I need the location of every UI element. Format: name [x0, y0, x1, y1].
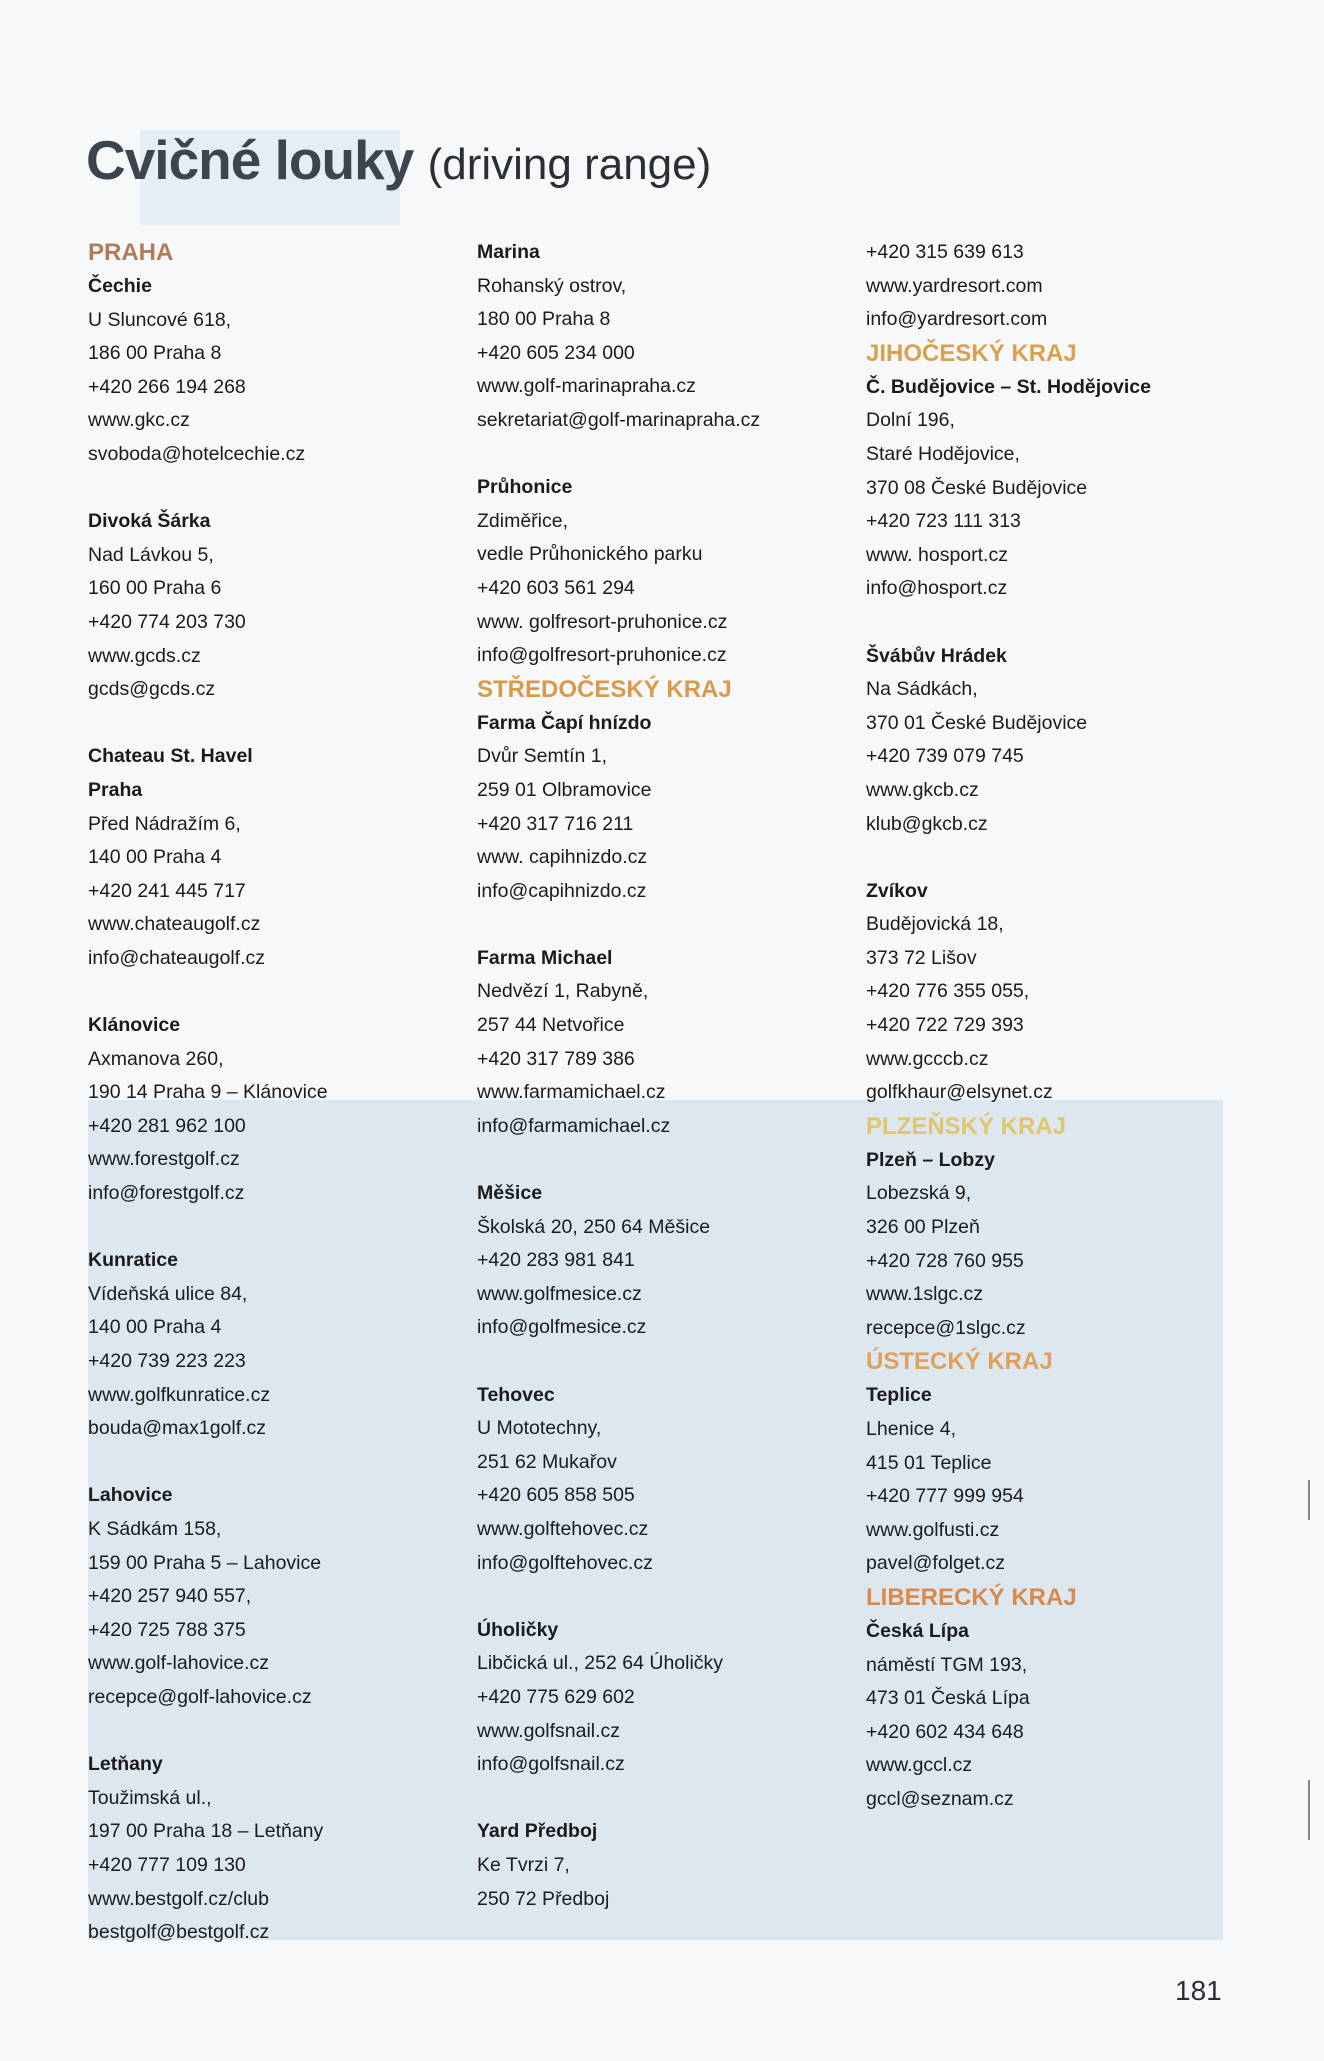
entry-name: Měšice — [477, 1182, 543, 1205]
entry-detail: Dolní 196, — [866, 409, 955, 432]
page-title — [86, 128, 711, 192]
entry-name: Zvíkov — [866, 879, 928, 902]
entry-detail: +420 605 234 000 — [477, 341, 635, 364]
column-2 — [477, 236, 847, 1950]
entry-email[interactable]: info@golftehovec.cz — [477, 1551, 653, 1574]
entry-detail: 370 01 České Budějovice — [866, 711, 1088, 734]
entry-detail: +420 317 716 211 — [477, 812, 634, 835]
region-heading: STŘEDOČESKÝ KRAJ — [477, 675, 732, 703]
page-number: 181 — [1175, 1975, 1222, 2006]
entry-email[interactable]: golfkhaur@elsynet.cz — [866, 1081, 1053, 1104]
entry-detail: +420 739 079 745 — [866, 745, 1024, 768]
entry-detail: Nad Lávkou 5, — [88, 543, 214, 566]
directory-entry — [88, 1748, 448, 1950]
entry-detail: Staré Hodějovice, — [866, 442, 1020, 465]
entry-detail: Ke Tvrzi 7, — [477, 1853, 570, 1876]
entry-detail: Vídeňská ulice 84, — [88, 1282, 248, 1305]
entry-detail: Nedvězí 1, Rabyně, — [477, 980, 649, 1003]
entry-detail: 160 00 Praha 6 — [88, 577, 222, 600]
entry-detail: 180 00 Praha 8 — [477, 308, 611, 331]
entry-detail: +420 774 203 730 — [88, 610, 246, 633]
entry-detail: 373 72 Lišov — [866, 946, 977, 969]
entry-email[interactable]: recepce@golf-lahovice.cz — [88, 1685, 312, 1708]
entry-detail: 251 62 Mukařov — [477, 1450, 617, 1473]
entry-website[interactable]: www.gkcb.cz — [866, 778, 979, 801]
entry-detail: Rohanský ostrov, — [477, 274, 627, 297]
entry-detail: Před Nádražím 6, — [88, 812, 241, 835]
entry-website[interactable]: www.bestgolf.cz/club — [88, 1887, 269, 1910]
entry-detail: K Sádkám 158, — [88, 1517, 222, 1540]
entry-website[interactable]: www.golfusti.cz — [866, 1518, 1000, 1541]
entry-detail: +420 723 111 313 — [866, 510, 1021, 533]
entry-detail: +420 281 962 100 — [88, 1114, 246, 1137]
entry-detail: +420 725 788 375 — [88, 1618, 246, 1641]
directory-entry — [88, 505, 448, 707]
entry-detail: 140 00 Praha 4 — [88, 1316, 222, 1339]
entry-detail: 190 14 Praha 9 – Klánovice — [88, 1081, 328, 1104]
region-heading: LIBERECKÝ KRAJ — [866, 1583, 1077, 1611]
entry-name: Yard Předboj — [477, 1820, 598, 1843]
entry-website[interactable]: www.farmamichael.cz — [477, 1081, 666, 1104]
region-heading: PLZEŇSKÝ KRAJ — [866, 1112, 1067, 1140]
directory-entry — [88, 1244, 448, 1446]
entry-name: Lahovice — [88, 1484, 173, 1507]
entry-detail: 140 00 Praha 4 — [88, 846, 222, 869]
directory-entry — [477, 1177, 847, 1345]
directory-entry — [88, 270, 448, 472]
entry-detail: Axmanova 260, — [88, 1047, 224, 1070]
entry-detail: +420 739 223 223 — [88, 1350, 246, 1372]
directory-entry — [477, 1815, 847, 1916]
entry-email[interactable]: info@golfmesice.cz — [477, 1316, 647, 1339]
column-3 — [866, 236, 1236, 1850]
entry-website[interactable]: www.golftehovec.cz — [477, 1517, 649, 1540]
directory-entry — [866, 875, 1236, 1110]
entry-email[interactable]: info@farmamichael.cz — [477, 1114, 671, 1137]
entry-name: Letňany — [88, 1753, 163, 1776]
entry-detail: 250 72 Předboj — [477, 1887, 610, 1910]
page-edge-mark — [1308, 1780, 1310, 1840]
entry-website[interactable]: www.golf-marinapraha.cz — [477, 375, 696, 398]
entry-detail: +420 776 355 055, — [866, 980, 1030, 1003]
entry-detail: náměstí TGM 193, — [866, 1653, 1028, 1676]
directory-entry — [866, 371, 1236, 606]
directory-entry — [477, 707, 847, 909]
region-heading: JIHOČESKÝ KRAJ — [866, 339, 1077, 367]
entry-website[interactable]: www.golfsnail.cz — [477, 1719, 621, 1742]
directory-entry — [866, 640, 1236, 842]
entry-detail: Zdiměřice, — [477, 509, 569, 532]
entry-detail: +420 315 639 613 — [866, 241, 1024, 263]
entry-email[interactable]: recepce@1slgc.cz — [866, 1316, 1026, 1339]
directory-entry — [88, 1479, 448, 1714]
entry-detail: 473 01 Česká Lípa — [866, 1687, 1030, 1710]
entry-email[interactable]: info@chateaugolf.cz — [88, 946, 265, 969]
entry-detail: 326 00 Plzeň — [866, 1216, 980, 1239]
entry-website[interactable]: www.yardresort.com — [866, 274, 1043, 297]
entry-email[interactable]: gcds@gcds.cz — [88, 678, 216, 701]
entry-email[interactable]: svoboda@hotelcechie.cz — [88, 442, 306, 465]
entry-detail: Dvůr Semtín 1, — [477, 745, 608, 768]
entry-detail: 159 00 Praha 5 – Lahovice — [88, 1551, 322, 1574]
directory-entry — [866, 236, 1236, 337]
entry-email[interactable]: gccl@seznam.cz — [866, 1787, 1014, 1810]
region-heading: PRAHA — [88, 239, 174, 266]
directory-entry — [866, 1144, 1236, 1346]
entry-detail: Na Sádkách, — [866, 678, 978, 701]
entry-website[interactable]: www.golf-lahovice.cz — [88, 1652, 269, 1675]
directory-entry — [88, 740, 448, 975]
entry-detail: +420 777 999 954 — [866, 1485, 1024, 1508]
directory-entry — [477, 1614, 847, 1782]
entry-detail: +420 317 789 386 — [477, 1047, 635, 1070]
entry-detail: 186 00 Praha 8 — [88, 342, 222, 365]
directory-entry — [477, 1379, 847, 1581]
entry-name: Švábův Hrádek — [866, 644, 1007, 667]
entry-detail: 197 00 Praha 18 – Letňany — [88, 1820, 324, 1843]
entry-detail: +420 722 729 393 — [866, 1014, 1024, 1037]
entry-name: Farma Čapí hnízdo — [477, 711, 652, 734]
entry-detail: +420 241 445 717 — [88, 879, 246, 902]
entry-website[interactable]: www.chateaugolf.cz — [88, 913, 261, 936]
entry-detail: +420 728 760 955 — [866, 1249, 1024, 1272]
directory-entry — [866, 1379, 1236, 1581]
directory-entry — [477, 236, 847, 438]
entry-name: Č. Budějovice – St. Hodějovice — [866, 375, 1151, 398]
entry-detail: +420 283 981 841 — [477, 1249, 635, 1272]
entry-website[interactable]: www.gccl.cz — [866, 1754, 973, 1777]
entry-email[interactable]: sekretariat@golf-marinapraha.cz — [477, 408, 761, 431]
entry-website[interactable]: www.gcds.cz — [88, 644, 201, 667]
entry-website[interactable]: www.gkc.cz — [88, 409, 190, 432]
entry-detail: +420 777 109 130 — [88, 1853, 246, 1876]
entry-detail: vedle Průhonického parku — [477, 543, 703, 566]
entry-name: Tehovec — [477, 1383, 555, 1406]
entry-detail: 415 01 Teplice — [866, 1451, 992, 1474]
entry-name: Plzeň – Lobzy — [866, 1148, 995, 1171]
entry-email[interactable]: info@golfsnail.cz — [477, 1753, 625, 1776]
entry-detail: +420 602 434 648 — [866, 1720, 1024, 1743]
directory-entry — [477, 942, 847, 1144]
entry-detail: Toužimská ul., — [88, 1786, 212, 1809]
entry-email[interactable]: klub@gkcb.cz — [866, 812, 988, 835]
entry-detail: U Sluncové 618, — [88, 308, 232, 331]
entry-detail: +420 266 194 268 — [88, 375, 246, 398]
entry-detail: Lhenice 4, — [866, 1418, 956, 1440]
entry-detail: Budějovická 18, — [866, 913, 1004, 936]
entry-name: Česká Lípa — [866, 1619, 969, 1642]
entry-website[interactable]: www.forestgolf.cz — [88, 1148, 240, 1171]
entry-detail: +420 605 858 505 — [477, 1484, 635, 1507]
entry-name: Klánovice — [88, 1014, 181, 1037]
directory-entry — [477, 471, 847, 673]
entry-detail: +420 775 629 602 — [477, 1685, 635, 1708]
entry-email[interactable]: bouda@max1golf.cz — [88, 1417, 267, 1440]
entry-detail: 259 01 Olbramovice — [477, 778, 652, 801]
region-heading: ÚSTECKÝ KRAJ — [866, 1348, 1053, 1376]
entry-detail: 257 44 Netvořice — [477, 1014, 625, 1037]
entry-website[interactable]: www.1slgc.cz — [866, 1283, 984, 1306]
title-subtitle: (driving range) — [427, 140, 712, 189]
title-main: Cvičné louky — [86, 129, 414, 191]
entry-email[interactable]: info@hosport.cz — [866, 577, 1008, 600]
entry-detail: U Mototechny, — [477, 1417, 602, 1440]
entry-name: Kunratice — [88, 1249, 178, 1272]
entry-email[interactable]: pavel@folget.cz — [866, 1552, 1006, 1575]
entry-name: Čechie — [88, 275, 152, 297]
entry-email[interactable]: info@golfresort-pruhonice.cz — [477, 644, 727, 667]
entry-detail: Lobezská 9, — [866, 1182, 972, 1205]
entry-name: Průhonice — [477, 476, 573, 499]
entry-name: Teplice — [866, 1384, 932, 1407]
entry-detail: Praha — [88, 778, 143, 801]
entry-name: Divoká Šárka — [88, 510, 211, 533]
entry-name: Farma Michael — [477, 946, 613, 969]
directory-entry — [866, 1615, 1236, 1817]
directory-entry — [88, 1009, 448, 1211]
entry-detail: Školská 20, 250 64 Měšice — [477, 1215, 711, 1238]
column-1 — [88, 236, 448, 1983]
entry-email[interactable]: info@forestgolf.cz — [88, 1182, 245, 1205]
entry-website[interactable]: www. golfresort-pruhonice.cz — [477, 610, 728, 633]
entry-website[interactable]: www.gcccb.cz — [866, 1047, 989, 1070]
entry-email[interactable]: bestgolf@bestgolf.cz — [88, 1921, 270, 1944]
entry-detail: +420 257 940 557, — [88, 1585, 252, 1608]
entry-website[interactable]: www. hosport.cz — [866, 543, 1008, 566]
entry-email[interactable]: info@yardresort.com — [866, 308, 1048, 331]
entry-name: Chateau St. Havel — [88, 745, 253, 768]
page-edge-mark — [1308, 1480, 1310, 1520]
entry-detail: Libčická ul., 252 64 Úholičky — [477, 1652, 724, 1675]
entry-website[interactable]: www.golfkunratice.cz — [88, 1383, 271, 1406]
entry-name: Marina — [477, 241, 540, 263]
entry-detail: 370 08 České Budějovice — [866, 476, 1088, 499]
entry-name: Úholičky — [477, 1618, 559, 1641]
entry-detail: +420 603 561 294 — [477, 576, 635, 599]
entry-website[interactable]: www.golfmesice.cz — [477, 1282, 642, 1305]
entry-email[interactable]: info@capihnizdo.cz — [477, 879, 647, 902]
entry-website[interactable]: www. capihnizdo.cz — [477, 846, 648, 869]
